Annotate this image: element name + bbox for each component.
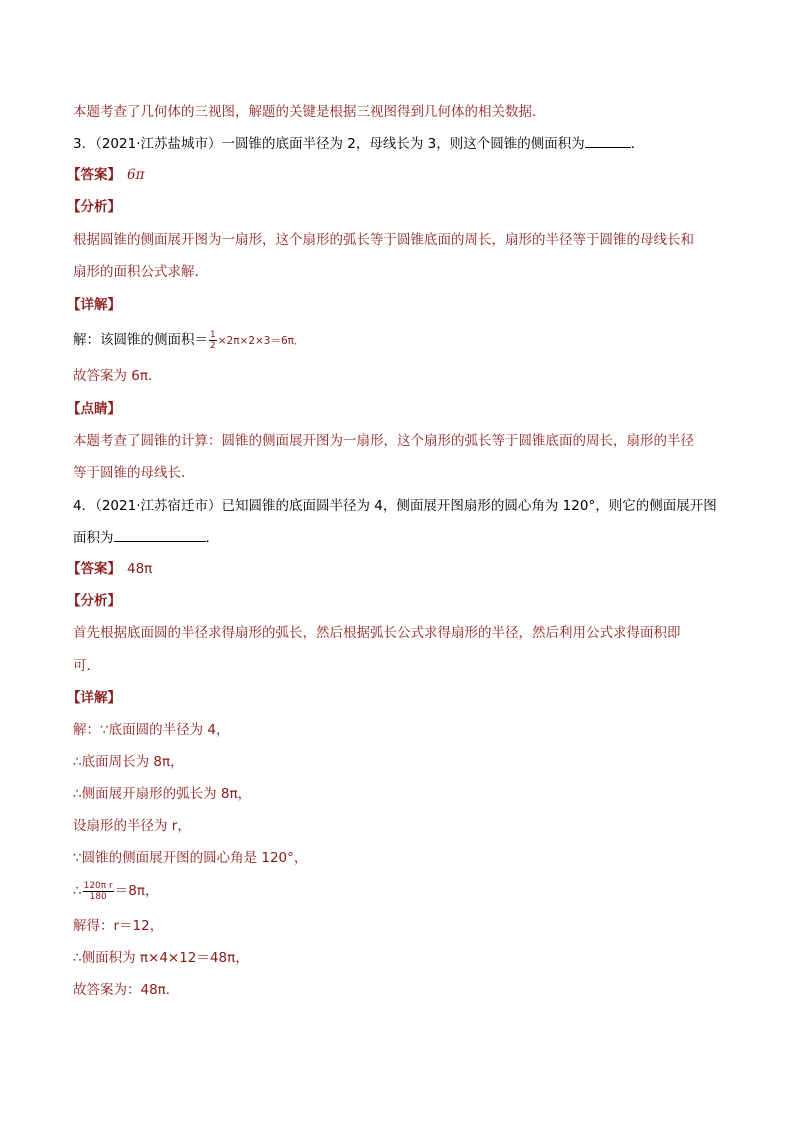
q3-detail-1-prefix: 解：该圆锥的侧面积＝ xyxy=(73,332,208,348)
q4-analysis-2: 可． xyxy=(73,658,100,674)
q3-comment-2: 等于圆锥的母线长． xyxy=(73,465,195,481)
q3-question xyxy=(73,134,644,154)
q4-text-1: 已知圆锥的底面圆半径为 4，侧面展开图扇形的圆心角为 120°，则它的侧面展开图 xyxy=(221,498,717,514)
q4-final: 故答案为：48π． xyxy=(73,982,180,998)
q4-text-2: 面积为 xyxy=(73,530,114,546)
q4-answer: 48π xyxy=(127,561,153,577)
q4-eq-suffix: ＝8π， xyxy=(114,883,159,899)
intro-summary: 本题考查了几何体的三视图，解题的关键是根据三视图得到几何体的相关数据． xyxy=(73,104,546,120)
q3-prefix: 3．（2021·江苏盐城市） xyxy=(73,136,222,152)
q4-eq-prefix: ∴ xyxy=(73,883,82,899)
q3-frac-num: 1 xyxy=(210,329,216,340)
q4-answer-label: 【答案】 xyxy=(67,561,121,577)
q4-question-2 xyxy=(73,528,219,548)
q3-detail-1 xyxy=(73,328,305,353)
q3-end: ． xyxy=(630,136,645,152)
q3-answer-blank xyxy=(585,135,631,148)
q4-step-2: ∴底面周长为 8π， xyxy=(73,754,184,770)
q4-step-4: 设扇形的半径为 r， xyxy=(73,818,191,834)
q3-analysis-label: 【分析】 xyxy=(67,199,121,215)
q4-step-5: ∵圆锥的侧面展开图的圆心角是 120°， xyxy=(73,850,308,866)
q3-analysis-2: 扇形的面积公式求解． xyxy=(73,264,208,280)
q4-equation xyxy=(73,878,158,904)
q4-prefix: 4．（2021·江苏宿迁市） xyxy=(73,498,222,514)
q3-answer-label: 【答案】 xyxy=(67,167,121,183)
q4-end: ． xyxy=(205,530,219,546)
q4-area: ∴侧面积为 π×4×12＝48π， xyxy=(73,950,249,966)
q3-frac-den: 2 xyxy=(210,340,216,351)
q3-analysis-1: 根据圆锥的侧面展开图为一扇形，这个扇形的弧长等于圆锥底面的周长，扇形的半径等于圆锥的母线长和 xyxy=(73,232,694,248)
q4-eq-den: 180 xyxy=(89,891,107,902)
q4-detail-label: 【详解】 xyxy=(67,690,121,706)
q4-analysis-label: 【分析】 xyxy=(67,593,121,609)
q4-fraction xyxy=(83,881,114,902)
q3-comment-1: 本题考查了圆锥的计算：圆锥的侧面展开图为一扇形，这个扇形的弧长等于圆锥底面的周长，扇形的半径 xyxy=(73,433,694,449)
q3-detail-1-suffix: ×2π×2×3＝6π． xyxy=(217,335,305,347)
q3-answer-row xyxy=(67,165,145,185)
q4-answer-blank xyxy=(114,529,206,542)
q4-answer-row xyxy=(67,559,153,579)
q3-text: 一圆锥的底面半径为 2，母线长为 3，则这个圆锥的侧面积为 xyxy=(221,136,585,152)
q3-detail-2: 故答案为 6π． xyxy=(73,368,162,384)
q4-step-1: 解：∵底面圆的半径为 4， xyxy=(73,722,230,738)
q3-fraction xyxy=(209,330,217,351)
q4-solve: 解得：r＝12， xyxy=(73,918,164,934)
q4-step-3: ∴侧面展开扇形的弧长为 8π， xyxy=(73,786,252,802)
q3-comment-label: 【点睛】 xyxy=(67,401,121,417)
q4-eq-num: 120π r xyxy=(83,880,113,891)
q3-detail-label: 【详解】 xyxy=(67,297,121,313)
q3-answer: 6π xyxy=(127,167,145,183)
q4-question-1 xyxy=(73,496,717,516)
q4-analysis-1: 首先根据底面圆的半径求得扇形的弧长，然后根据弧长公式求得扇形的半径，然后利用公式求得面积即 xyxy=(73,625,681,641)
